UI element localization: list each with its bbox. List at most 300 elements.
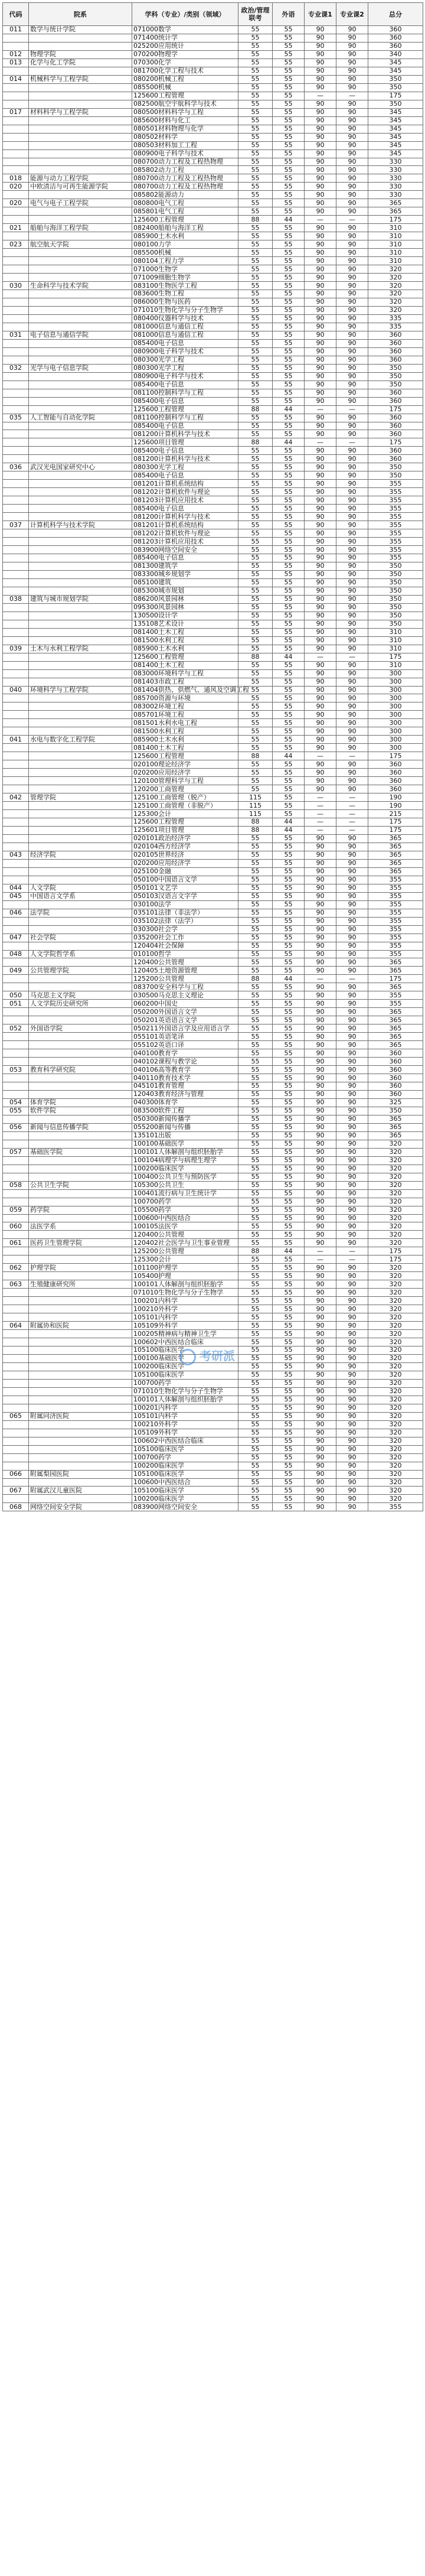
cell-major: [132, 125, 238, 133]
major-name: 英语语言文学: [158, 1016, 197, 1024]
cell-major: [132, 760, 238, 769]
cell-major: [132, 826, 238, 834]
major-code: 100602: [133, 1437, 158, 1445]
admission-score-table: [2, 2, 423, 1511]
cell-subject1: 90: [305, 414, 336, 422]
cell-foreign: 55: [273, 1256, 305, 1264]
major-code: 125600: [133, 438, 158, 446]
cell-major: [132, 1338, 238, 1346]
cell-major: [132, 1256, 238, 1264]
cell-total: 355: [368, 909, 423, 917]
major-name: 工商管理: [158, 785, 184, 793]
major-name: 计算机系统结构: [158, 521, 204, 529]
cell-major: [132, 1222, 238, 1231]
table-row: [3, 323, 423, 331]
major-code: 083900: [133, 545, 158, 554]
cell-major: [132, 620, 238, 628]
cell-major: [132, 851, 238, 859]
cell-foreign: 55: [273, 1041, 305, 1049]
cell-dept: [29, 1041, 132, 1049]
table-row: [3, 306, 423, 314]
table-row: [3, 1487, 423, 1495]
cell-subject2: 90: [336, 529, 368, 538]
table-row: [3, 603, 423, 612]
cell-total: 350: [368, 570, 423, 578]
cell-major: [132, 249, 238, 257]
cell-foreign: 55: [273, 471, 305, 480]
cell-dept: [29, 1313, 132, 1322]
cell-major: [132, 925, 238, 934]
cell-dept: [29, 323, 132, 331]
major-code: 125600: [133, 405, 158, 414]
major-code: 050200: [133, 1007, 158, 1016]
table-row: [3, 1115, 423, 1123]
major-name: 人体解剖与组织胚胎学: [158, 1396, 223, 1404]
cell-foreign: 55: [273, 1024, 305, 1033]
major-code: 083300: [133, 570, 158, 578]
cell-politics: 55: [238, 1305, 273, 1313]
cell-total: 320: [368, 1462, 423, 1470]
cell-code: 045: [3, 892, 29, 900]
major-code: 085900: [133, 735, 158, 743]
cell-code: [3, 232, 29, 240]
cell-subject2: 90: [336, 1362, 368, 1371]
cell-code: 066: [3, 1470, 29, 1478]
cell-dept: [29, 620, 132, 628]
cell-foreign: 55: [273, 1239, 305, 1247]
major-name: 药学: [158, 1206, 171, 1214]
cell-foreign: 55: [273, 925, 305, 934]
cell-total: 355: [368, 554, 423, 562]
cell-subject2: 90: [336, 884, 368, 892]
cell-dept: 材料科学与工程学院: [29, 108, 132, 116]
cell-subject2: 90: [336, 521, 368, 529]
cell-subject1: 90: [305, 1462, 336, 1470]
major-name: 土木水利: [158, 645, 184, 653]
cell-code: [3, 554, 29, 562]
cell-politics: 55: [238, 1131, 273, 1140]
cell-politics: 55: [238, 1387, 273, 1396]
cell-total: 300: [368, 702, 423, 711]
cell-foreign: 44: [273, 405, 305, 414]
cell-dept: [29, 769, 132, 777]
cell-major: [132, 92, 238, 100]
cell-subject1: 90: [305, 1082, 336, 1091]
cell-subject2: 90: [336, 1165, 368, 1173]
cell-major: [132, 942, 238, 950]
cell-subject1: 90: [305, 1445, 336, 1453]
major-code: 050101: [133, 884, 158, 892]
table-row: [3, 1033, 423, 1041]
cell-total: 175: [368, 826, 423, 834]
cell-dept: [29, 1346, 132, 1355]
cell-subject1: —: [305, 818, 336, 827]
cell-subject1: 90: [305, 1239, 336, 1247]
major-name: 教育技术学: [158, 1074, 191, 1082]
cell-foreign: 55: [273, 191, 305, 199]
major-code: 030100: [133, 900, 158, 909]
cell-total: 320: [368, 1313, 423, 1322]
cell-politics: 55: [238, 1346, 273, 1355]
cell-total: 355: [368, 538, 423, 546]
cell-major: [132, 347, 238, 356]
cell-subject2: 90: [336, 480, 368, 488]
cell-foreign: 55: [273, 967, 305, 975]
cell-major: [132, 1404, 238, 1412]
cell-dept: 医药卫生管理学院: [29, 1239, 132, 1247]
table-row: [3, 934, 423, 942]
cell-foreign: 55: [273, 149, 305, 158]
cell-subject2: 90: [336, 1379, 368, 1387]
cell-subject2: 90: [336, 298, 368, 306]
cell-foreign: 55: [273, 1387, 305, 1396]
cell-code: [3, 430, 29, 438]
cell-major: [132, 719, 238, 727]
cell-major: [132, 793, 238, 802]
cell-total: 175: [368, 438, 423, 447]
table-row: [3, 1140, 423, 1148]
cell-dept: 建筑与城市规划学院: [29, 595, 132, 603]
table-row: [3, 1445, 423, 1453]
cell-subject2: 90: [336, 1148, 368, 1156]
cell-code: [3, 306, 29, 314]
cell-subject2: 90: [336, 133, 368, 141]
cell-politics: 55: [238, 339, 273, 347]
cell-foreign: 55: [273, 339, 305, 347]
cell-politics: 55: [238, 232, 273, 240]
major-name: 艺术设计: [158, 620, 184, 628]
cell-subject2: 90: [336, 1404, 368, 1412]
cell-total: 355: [368, 934, 423, 942]
cell-foreign: 55: [273, 1362, 305, 1371]
cell-subject2: —: [336, 793, 368, 802]
major-name: 生物医学工程: [158, 281, 197, 290]
cell-dept: [29, 372, 132, 380]
major-name: 电子信息: [158, 339, 184, 347]
major-code: 105101: [133, 1412, 158, 1420]
cell-code: [3, 669, 29, 678]
major-name: 体育学: [158, 1098, 178, 1107]
cell-subject1: 90: [305, 488, 336, 496]
cell-subject2: 90: [336, 224, 368, 232]
major-name: 公共管理: [158, 974, 184, 983]
cell-foreign: 55: [273, 1289, 305, 1297]
cell-foreign: 55: [273, 397, 305, 405]
table-row: [3, 678, 423, 686]
major-name: 法律（法学）: [158, 917, 197, 925]
cell-subject1: 90: [305, 1330, 336, 1338]
cell-politics: 55: [238, 1082, 273, 1091]
cell-total: 360: [368, 1090, 423, 1098]
table-row: [3, 1173, 423, 1181]
table-row: [3, 612, 423, 620]
cell-foreign: 55: [273, 1033, 305, 1041]
cell-politics: 88: [238, 975, 273, 983]
cell-subject2: 90: [336, 1470, 368, 1478]
cell-foreign: 55: [273, 909, 305, 917]
cell-major: [132, 917, 238, 925]
cell-subject1: 90: [305, 777, 336, 785]
major-code: 055101: [133, 1032, 158, 1040]
major-code: 125601: [133, 826, 158, 834]
major-name: 水利水电工程: [158, 718, 197, 727]
cell-total: 330: [368, 158, 423, 166]
cell-subject2: 90: [336, 1387, 368, 1396]
table-row: [3, 645, 423, 653]
major-code: 010100: [133, 949, 158, 958]
major-code: 100700: [133, 1453, 158, 1462]
cell-subject2: 90: [336, 587, 368, 595]
cell-dept: [29, 1362, 132, 1371]
cell-subject1: 90: [305, 75, 336, 83]
cell-politics: 55: [238, 92, 273, 100]
major-name: 工程管理: [158, 818, 184, 826]
cell-dept: [29, 1231, 132, 1239]
table-row: [3, 892, 423, 900]
cell-foreign: 55: [273, 1098, 305, 1107]
cell-subject2: 90: [336, 892, 368, 900]
cell-total: 345: [368, 141, 423, 149]
cell-major: [132, 685, 249, 694]
cell-subject2: 90: [336, 389, 368, 397]
cell-subject1: 90: [305, 1371, 336, 1379]
table-row: [3, 480, 423, 488]
cell-total: 330: [368, 183, 423, 191]
cell-subject2: 90: [336, 240, 368, 249]
cell-total: 175: [368, 653, 423, 661]
cell-total: 320: [368, 1148, 423, 1156]
cell-subject1: —: [305, 826, 336, 834]
cell-politics: 115: [238, 802, 273, 810]
cell-dept: [29, 1338, 132, 1346]
major-name: 计算机科学与技术: [158, 430, 210, 438]
cell-subject1: 90: [305, 678, 336, 686]
cell-subject1: 90: [305, 1453, 336, 1462]
cell-dept: [29, 339, 132, 347]
cell-subject1: 90: [305, 760, 336, 769]
cell-politics: 55: [238, 306, 273, 314]
cell-politics: 55: [238, 447, 273, 455]
major-code: 082500: [133, 100, 158, 108]
cell-subject2: 90: [336, 1000, 368, 1008]
cell-total: 190: [368, 793, 423, 802]
cell-dept: [29, 1074, 132, 1082]
cell-dept: [29, 760, 132, 769]
cell-foreign: 44: [273, 818, 305, 827]
table-row: [3, 653, 423, 661]
cell-subject1: 90: [305, 232, 336, 240]
cell-total: 355: [368, 521, 423, 529]
major-name: 应用经济学: [158, 859, 191, 867]
cell-subject2: 90: [336, 1420, 368, 1429]
cell-foreign: 55: [273, 75, 305, 83]
cell-politics: 55: [238, 265, 273, 274]
cell-major: [132, 480, 238, 488]
cell-dept: [29, 1165, 132, 1173]
table-row: [3, 628, 423, 636]
major-code: 085802: [133, 165, 158, 174]
major-name: 中国语言文学: [158, 876, 197, 884]
cell-subject2: 90: [336, 125, 368, 133]
major-code: 081201: [133, 521, 158, 529]
cell-dept: [29, 274, 132, 282]
table-row: [3, 141, 423, 149]
major-code: 055102: [133, 1040, 158, 1049]
cell-dept: 法医学系: [29, 1222, 132, 1231]
cell-subject1: 90: [305, 339, 336, 347]
cell-code: [3, 323, 29, 331]
table-row: [3, 1231, 423, 1239]
cell-foreign: 55: [273, 1503, 305, 1511]
cell-subject2: 90: [336, 265, 368, 274]
cell-total: 345: [368, 125, 423, 133]
table-row: [3, 851, 423, 859]
cell-dept: [29, 1049, 132, 1058]
cell-politics: 55: [238, 224, 273, 232]
cell-subject1: 90: [305, 1115, 336, 1123]
cell-foreign: 55: [273, 496, 305, 505]
cell-dept: [29, 422, 132, 430]
table-row: [3, 331, 423, 339]
cell-code: 049: [3, 967, 29, 975]
cell-major: [132, 1098, 238, 1107]
cell-code: [3, 1140, 29, 1148]
cell-politics: 55: [238, 1412, 273, 1420]
cell-subject2: 90: [336, 719, 368, 727]
cell-major: [132, 603, 238, 612]
cell-major: [132, 438, 238, 447]
cell-politics: 55: [238, 1066, 273, 1074]
cell-subject2: 90: [336, 207, 368, 216]
major-code: 045101: [133, 1082, 158, 1090]
cell-subject2: 90: [336, 1396, 368, 1404]
cell-total: 175: [368, 405, 423, 414]
cell-dept: 基础医学院: [29, 1148, 132, 1156]
cell-code: [3, 438, 29, 447]
cell-dept: [29, 702, 132, 711]
major-code: 085900: [133, 645, 158, 653]
cell-major: [132, 570, 238, 578]
cell-major: [132, 1239, 238, 1247]
cell-dept: [29, 34, 132, 42]
major-code: 050211: [133, 1024, 158, 1032]
cell-subject2: 90: [336, 769, 368, 777]
cell-foreign: 55: [273, 1462, 305, 1470]
cell-major: [132, 1024, 238, 1033]
cell-code: [3, 859, 29, 867]
major-code: 100210: [133, 1305, 158, 1313]
cell-code: [3, 867, 29, 876]
table-row: [3, 347, 423, 356]
table-row: [3, 1049, 423, 1058]
cell-code: [3, 133, 29, 141]
major-code: 081000: [133, 331, 158, 339]
major-name: 生物工程: [158, 290, 184, 298]
cell-subject2: 90: [336, 1115, 368, 1123]
cell-dept: [29, 603, 132, 612]
cell-subject1: 90: [305, 480, 336, 488]
cell-dept: 马克思主义学院: [29, 991, 132, 1000]
cell-subject1: 90: [305, 306, 336, 314]
cell-code: 065: [3, 1412, 29, 1420]
cell-total: 320: [368, 1206, 423, 1214]
cell-subject1: 90: [305, 455, 336, 463]
cell-politics: 55: [238, 471, 273, 480]
cell-politics: 55: [238, 595, 273, 603]
major-code: 081000: [133, 323, 158, 331]
cell-code: [3, 1272, 29, 1280]
cell-code: 018: [3, 174, 29, 183]
major-code: 085400: [133, 380, 158, 389]
major-name: 外国语言学及应用语言学: [158, 1024, 230, 1032]
cell-code: [3, 587, 29, 595]
cell-foreign: 55: [273, 1305, 305, 1313]
cell-foreign: 55: [273, 166, 305, 174]
cell-major: [132, 174, 238, 183]
cell-foreign: 55: [273, 570, 305, 578]
major-code: 100200: [133, 1494, 158, 1502]
cell-dept: [29, 529, 132, 538]
cell-dept: [29, 42, 132, 50]
cell-code: [3, 1016, 29, 1024]
cell-dept: [29, 744, 132, 752]
cell-politics: 55: [238, 702, 273, 711]
cell-major: [132, 769, 238, 777]
major-name: 工程力学: [158, 256, 184, 265]
major-name: 应用统计: [158, 42, 184, 50]
table-row: [3, 950, 423, 958]
major-name: 网络空间安全: [158, 1502, 197, 1511]
cell-subject2: 90: [336, 67, 368, 75]
cell-foreign: 44: [273, 975, 305, 983]
cell-subject1: 90: [305, 587, 336, 595]
table-row: [3, 769, 423, 777]
cell-subject2: —: [336, 405, 368, 414]
cell-politics: 55: [238, 1420, 273, 1429]
major-code: 100200: [133, 1462, 158, 1470]
major-code: 020101: [133, 834, 158, 843]
cell-politics: 55: [238, 364, 273, 372]
cell-dept: 土木与水利工程学院: [29, 645, 132, 653]
cell-subject1: 90: [305, 298, 336, 306]
cell-major: [132, 867, 238, 876]
cell-total: 320: [368, 1173, 423, 1181]
major-code: 070300: [133, 58, 158, 67]
cell-total: 310: [368, 628, 423, 636]
cell-foreign: 55: [273, 1445, 305, 1453]
cell-foreign: 55: [273, 422, 305, 430]
cell-major: [132, 554, 238, 562]
cell-total: 365: [368, 1008, 423, 1016]
cell-major: [132, 1420, 238, 1429]
major-code: 081500: [133, 636, 158, 645]
cell-foreign: 55: [273, 480, 305, 488]
cell-politics: 55: [238, 116, 273, 125]
table-row: [3, 810, 423, 818]
cell-subject1: 90: [305, 471, 336, 480]
cell-code: [3, 1058, 29, 1066]
cell-subject2: 90: [336, 620, 368, 628]
cell-subject2: 90: [336, 1107, 368, 1115]
cell-major: [132, 1049, 238, 1058]
cell-subject2: 90: [336, 108, 368, 116]
cell-major: [132, 1165, 238, 1173]
table-row: [3, 34, 423, 42]
major-code: 085400: [133, 504, 158, 512]
cell-total: 345: [368, 133, 423, 141]
major-name: 计算机应用技术: [158, 496, 204, 504]
cell-major: [132, 1453, 238, 1462]
